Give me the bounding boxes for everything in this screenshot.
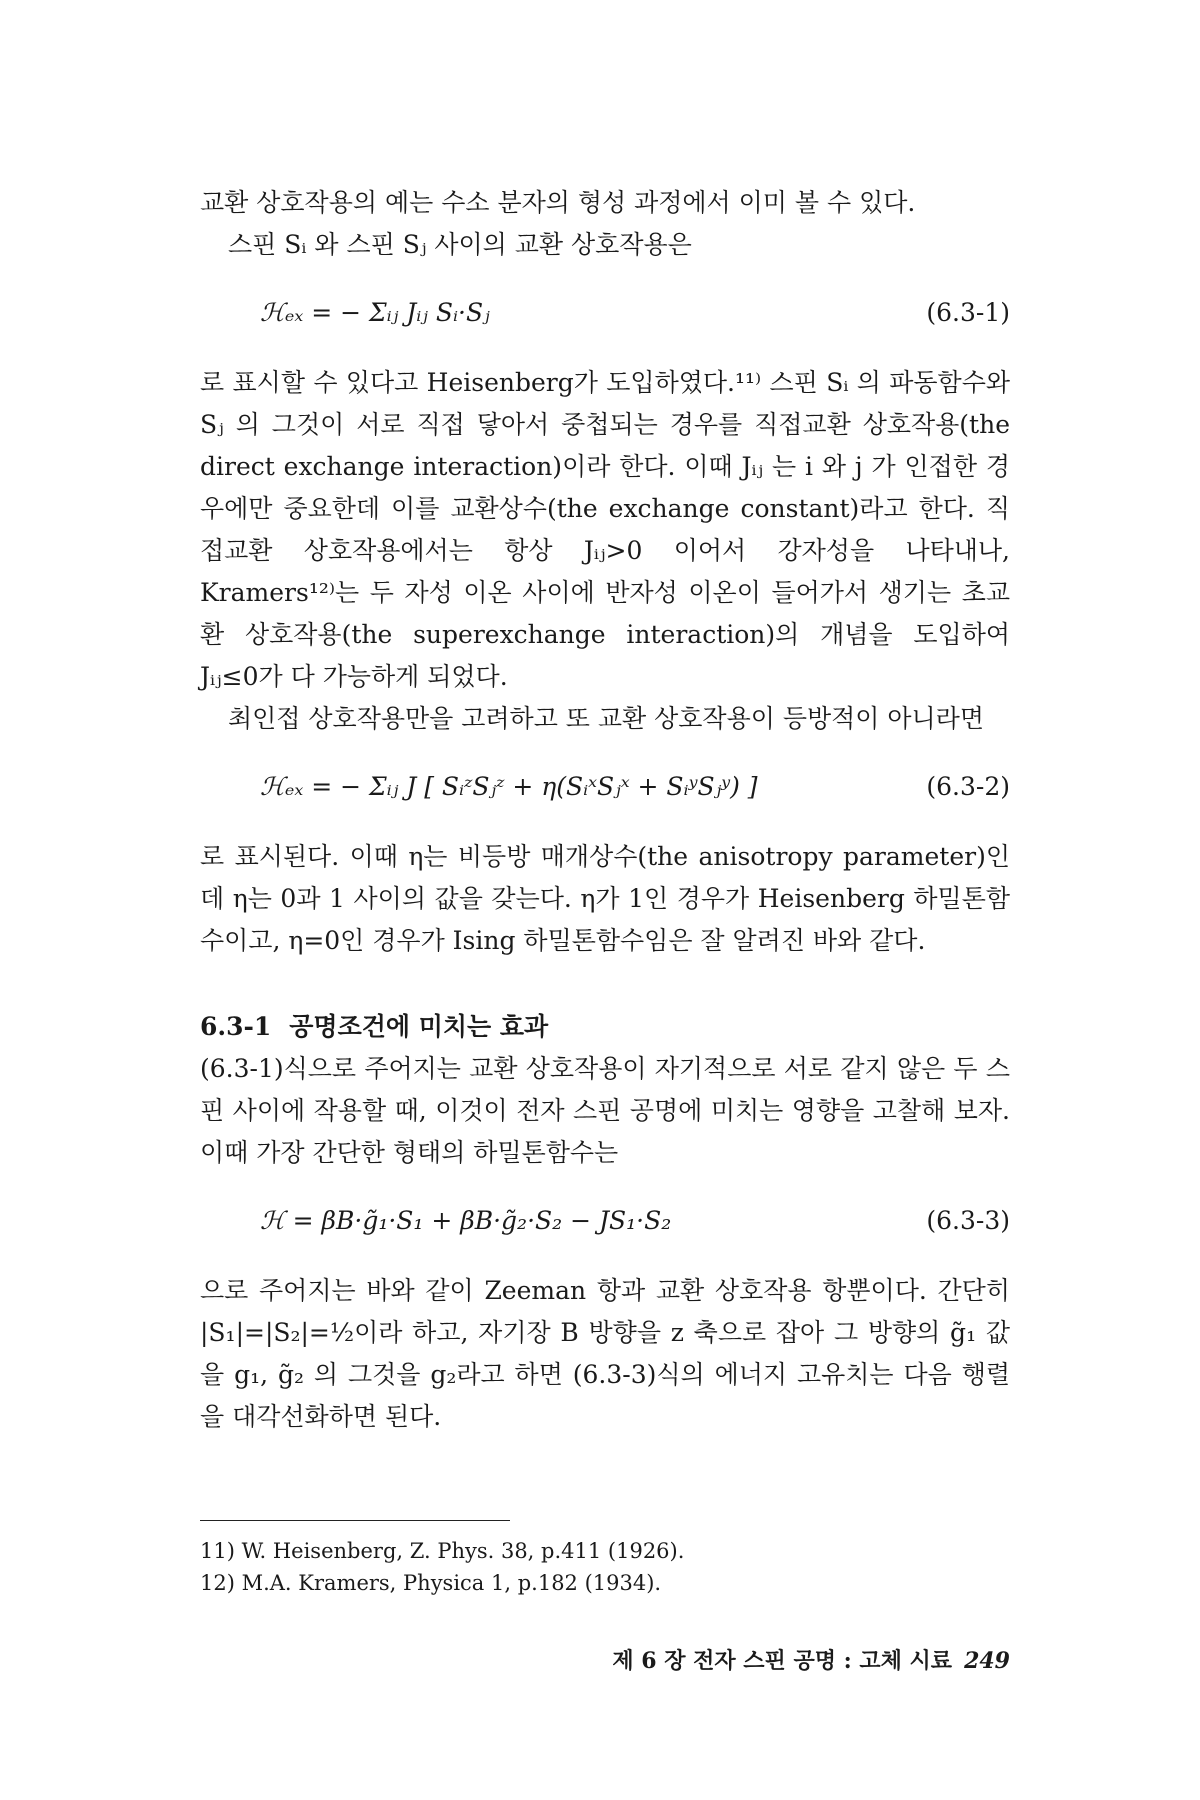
equation-number: (6.3-3) — [926, 1206, 1010, 1235]
paragraph-6: (6.3-1)식으로 주어지는 교환 상호작용이 자기적으로 서로 같지 않은 두 스핀 사이에 작용할 때, 이것이 전자 스핀 공명에 미치는 영향을 고찰해 보자. 이때 가장 간단한 형태의 하밀톤함수는 — [200, 1054, 1010, 1167]
section-heading — [200, 1006, 1010, 1048]
paragraph-2: 스핀 Sᵢ 와 스핀 Sⱼ 사이의 교환 상호작용은 — [228, 230, 692, 259]
equation-number: (6.3-1) — [926, 298, 1010, 327]
footnotes — [200, 1535, 684, 1599]
section-title: 공명조건에 미치는 효과 — [289, 1012, 549, 1041]
equation-number: (6.3-2) — [926, 772, 1010, 801]
page-footer — [560, 1644, 1010, 1675]
footnote-rule — [200, 1520, 510, 1521]
footnote-12: 12) M.A. Kramers, Physica 1, p.182 (1934). — [200, 1571, 662, 1595]
equation-6-3-1 — [200, 292, 1010, 334]
footnote-11: 11) W. Heisenberg, Z. Phys. 38, p.411 (1926). — [200, 1539, 685, 1563]
equation-body: ℋₑₓ = − Σᵢⱼ Jᵢⱼ Sᵢ·Sⱼ — [260, 298, 490, 327]
paragraph-5: 로 표시된다. 이때 η는 비등방 매개상수(the anisotropy parameter)인데 η는 0과 1 사이의 값을 갖는다. η가 1인 경우가 Heisenberg 하밀톤함수이고, η=0인 경우가 Ising 하밀톤함수임은 잘 알려진 바와 같다. — [200, 842, 1010, 955]
paragraph-3: 로 표시할 수 있다고 Heisenberg가 도입하였다.¹¹⁾ 스핀 Sᵢ 의 파동함수와 Sⱼ 의 그것이 서로 직접 닿아서 중첩되는 경우를 직접교환 상호작용(the direct exchange interaction)이라 한다. 이때 Jᵢⱼ 는 i 와 j 가 인접한 경우에만 중요한데 이를 교환상수(the exchange constant)라고 한다. 직접교환 상호작용에서는 항상 Jᵢⱼ>0 이어서 강자성을 나타내나, Kramers¹²⁾는 두 자성 이온 사이에 반자성 이온이 들어가서 생기는 초교환 상호작용(the superexchange interaction)의 개념을 도입하여 Jᵢⱼ≤0가 다 가능하게 되었다. — [200, 368, 1010, 691]
running-head: 제 6 장 전자 스핀 공명 : 고체 시료 — [612, 1648, 953, 1674]
paragraph-7: 으로 주어지는 바와 같이 Zeeman 항과 교환 상호작용 항뿐이다. 간단히 |S₁|=|S₂|=½이라 하고, 자기장 B 방향을 z 축으로 잡아 그 방향의 g̃₁ 값을 g₁, g̃₂ 의 그것을 g₂라고 하면 (6.3-3)식의 에너지 고유치는 다음 행렬을 대각선화하면 된다. — [200, 1276, 1010, 1431]
body-text — [200, 182, 1010, 1438]
equation-6-3-2 — [200, 766, 1010, 808]
paragraph-1: 교환 상호작용의 예는 수소 분자의 형성 과정에서 이미 볼 수 있다. — [200, 188, 916, 217]
paragraph-4: 최인접 상호작용만을 고려하고 또 교환 상호작용이 등방적이 아니라면 — [228, 704, 984, 733]
equation-6-3-3 — [200, 1200, 1010, 1242]
equation-body: ℋ = βB·g̃₁·S₁ + βB·g̃₂·S₂ − JS₁·S₂ — [260, 1206, 672, 1235]
page-number: 249 — [964, 1648, 1010, 1674]
equation-body: ℋₑₓ = − Σᵢⱼ J [ SᵢᶻSⱼᶻ + η(SᵢˣSⱼˣ + SᵢʸSⱼʸ) ] — [260, 772, 758, 801]
section-number: 6.3-1 — [200, 1012, 272, 1041]
